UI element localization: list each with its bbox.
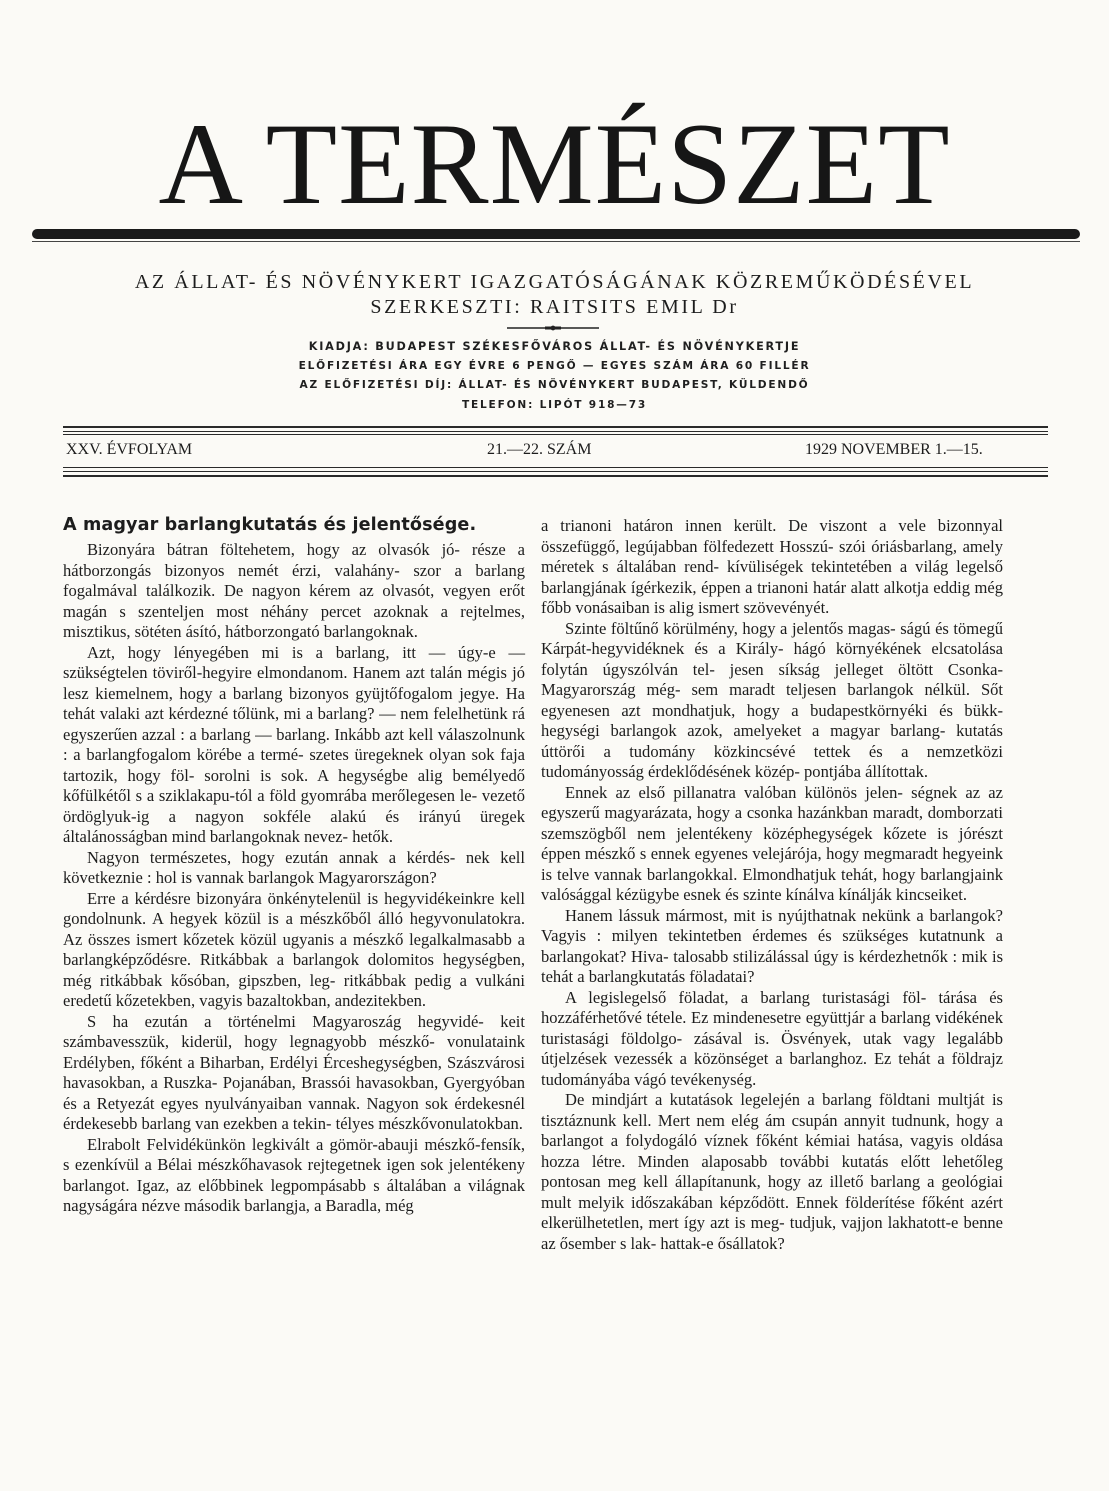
masthead-subtitle-line1: AZ ÁLLAT- ÉS NÖVÉNYKERT IGAZGATÓSÁGÁNAK KÖZREMŰKÖDÉSÉVEL	[134, 271, 975, 293]
issue-rule-top-thin-2	[63, 434, 1048, 435]
article-title: A magyar barlangkutatás és jelentősége.	[63, 515, 477, 535]
publisher-line: KIADJA: BUDAPEST SZÉKESFŐVÁROS ÁLLAT- ÉS NÖVÉNYKERTJE	[308, 340, 801, 353]
price-line: ELŐFIZETÉSI ÁRA EGY ÉVRE 6 PENGŐ — EGYES SZÁM ÁRA 60 FILLÉR	[298, 360, 811, 372]
right-paragraph-1: a trianoni határon innen került. De viszont a vele bizonnyal összefüggő, legújabban fölfedezett Hosszú- szói óriásbarlang, amely méretek s általában rend- kívüliségek tekintetében a világ legelső barlangjának ígérkezik, éppen a trianoni határ alatt alkotja eddig még főbb vonásaiban is alig ismert szövevényét.	[541, 516, 1003, 617]
phone-line: TELEFON: LIPÓT 918—73	[461, 399, 648, 411]
article-left-column	[63, 510, 525, 1217]
masthead-title: A TERMÉSZET	[158, 100, 951, 229]
left-paragraph-6: Elrabolt Felvidékünkön legkivált a gömör-abauji mészkő-fensík, s ezenkívül a Bélai mészkőhavasok rejtegetnek igen sok jelentékeny barlangot. Igaz, az előbbinek legpompásabb s általában a világnak nagyságára nézve második barlangja, a Baradla, még	[63, 1134, 525, 1215]
issue-date: 1929 NOVEMBER 1.—15.	[805, 441, 983, 458]
masthead-thick-rule	[32, 229, 1080, 239]
masthead-subtitle-line2: SZERKESZTI: RAITSITS EMIL Dr	[370, 296, 739, 318]
issue-number: 21.—22. SZÁM	[487, 441, 592, 458]
issue-rule-bottom	[63, 475, 1048, 477]
left-paragraph-5: S ha ezután a történelmi Magyaroszág hegyvidé- keit számbavesszük, kiderül, hogy legnagyobb mészkő- vonulataink Erdélyben, főként a Biharban, Erdélyi Érceshegységben, Szászvárosi havasokban, a Ruszka- Pojanában, Brassói havasokban, Gyergyóban és a Retyezát egyes nyulványaiban vannak. Nagyon sok érdekesnél érdekesebb barlang van ezekben a tekin- télyes mészkővonulatokban.	[63, 1011, 525, 1133]
issue-rule-top	[63, 426, 1048, 428]
masthead-thin-rule	[32, 241, 1080, 242]
ornament-divider	[507, 324, 599, 332]
right-paragraph-5: A legislegelső föladat, a barlang turistasági föl- tárása és hozzáférhetővé tétele. Ez mindenesetre együttjár a barlang vidékének turistasági földolgo- zásával is. Ösvények, utak vagy legalább útjelzések vezessék a közönséget a barlanghoz. Ez tehát a földrajz tudományába vágó tevékenység.	[541, 987, 1003, 1089]
article-right-column	[541, 516, 1003, 1254]
left-paragraph-4: Erre a kérdésre bizonyára önkénytelenül is hegyvidékeinkre kell gondolnunk. A hegyek közül is a mészkőből álló hegyvonulatokra. Az összes ismert kőzetek közül ugyanis a mészkő legalkalmasabb a barlangképződésre. Ritkábbak a barlangok dolomitos hegységben, még ritkábbak kősóban, gipszben, leg- ritkábbak pedig a vulkáni eredetű kőzetekben, vagyis bazaltokban, andezitekben.	[63, 888, 525, 1010]
right-paragraph-6: De mindjárt a kutatások legelején a barlang földtani multját is tisztáznunk kell. Mert nem elég ám csupán annyit tudnunk, hogy a barlangot a folydogáló víznek főként kémiai hatása, vagyis oldása hozza létre. Minden alaposabb további kutatás előtt lehetőleg pontosan meg kell állapítanunk, hogy az illető barlang a geológiai mult melyik időszakában képződött. Ennek földerítése főként azért elkerülhetetlen, mert így azt is meg- tudjuk, vajjon lakhatott-e benne az ősember s lak- hattak-e ősállatok?	[541, 1090, 1003, 1253]
issue-rule-top-thin	[63, 431, 1048, 432]
right-paragraph-2: Szinte föltűnő körülmény, hogy a jelentős magas- ságú és tömegű Kárpát-hegyvidéknek és a Király- hágó környékének elcsatolása folytán úgyszólván tel- jesen síkság jelleget öltött Csonka-Magyarország még- sem maradt teljesen barlangok nélkül. Sőt egyenesen azt mondhatjuk, hogy a budapestkörnyéki és bükk- hegységi barlangok azok, amelyeket a magyar barlang- kutatás úttörői a tudomány közkincsévé tettek és a nemzetközi tudományosság érdeklődésének közép- pontjába állítottak.	[541, 618, 1003, 781]
right-paragraph-3: Ennek az első pillanatra valóban különös jelen- ségnek az az egyszerű magyarázata, hogy a csonka hazánkban maradt, domborzati szemszögből nem jelentékeny középhegységek kőzete is jórészt éppen mészkő s ennek egyenes velejárója, hogy megmaradt hegyeink is telve vannak barlangokkal. Elmondhatjuk tehát, hogy barlangjaink valósággal kézügybe esnek és szinte kínálva kínálják kincseiket.	[541, 782, 1003, 904]
left-paragraph-3: Nagyon természetes, hogy ezután annak a kérdés- nek kell következnie : hol is vannak barlangok Magyarországon?	[63, 847, 525, 887]
issue-volume: XXV. ÉVFOLYAM	[66, 441, 193, 458]
issue-rule-bottom-thin-2	[63, 471, 1048, 472]
left-paragraph-1: Bizonyára bátran föltehetem, hogy az olvasók jó- része a hátborzongás bizonyos nemét érzi, valahány- szor a barlang fogalmával találkozik. De nagyon kérem az olvasót, vegyen erőt magán s szenteljen most néhány percet azoknak a rejtelmes, misztikus, sötéten ásító, hátborzongató barlangoknak.	[63, 540, 525, 641]
address-line: AZ ELŐFIZETÉSI DÍJ: ÁLLAT- ÉS NÖVÉNYKERT BUDAPEST, KÜLDENDŐ	[299, 379, 810, 391]
issue-rule-bottom-thin	[63, 467, 1048, 468]
left-paragraph-2: Azt, hogy lényegében mi is a barlang, itt — úgy-e — szükségtelen töviről-hegyire elmondanom. Hanem azt talán mégis jó lesz kiemelnem, hogy a barlang bizonyos gyüjtőfogalom jegye. Ha tehát valaki azt kérdezné tőlünk, mi a barlang? — nem felelhetünk rá egyszerűen azzal : a barlang — barlang. Inkább azt kell válaszolnunk : a barlangfogalom körébe a termé- szetes üregeknek olyan sok faja tartozik, hogy föl- sorolni is sok. A hegységbe alig bemélyedő kőfülkétől s a sziklakapu-tól a föld gyomrába merőlegesen le- vezető ördöglyuk-ig a nagyon sokféle alakú és irányú üregek általánosságban mind barlangoknak nevez- hetők.	[63, 642, 525, 846]
right-paragraph-4: Hanem lássuk mármost, mit is nyújthatnak nekünk a barlangok? Vagyis : milyen tekintetben érdemes és szükséges kutatnunk a barlangokat? Hiva- talosabb stilizálással úgy is kérdezhetnők : mik is tehát a barlangkutatás föladatai?	[541, 905, 1003, 986]
